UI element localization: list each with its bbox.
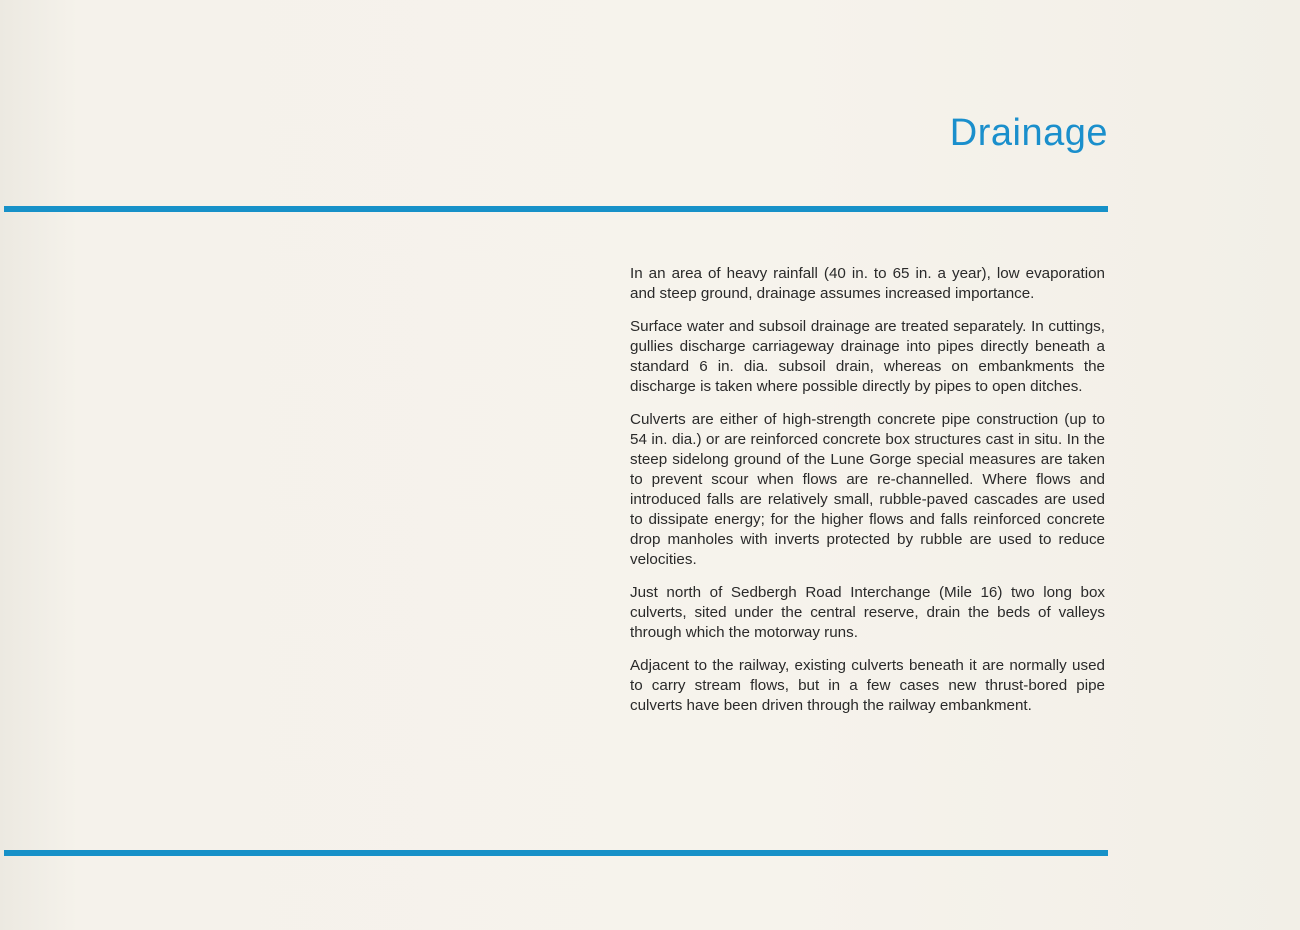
- paragraph-surface-water: Surface water and subsoil drainage are treated separately. In cuttings, gullies discharge carriageway drainage into pipes directly beneath a standard 6 in. dia. subsoil drain, whereas on embankments the discharge is taken where possible directly by pipes to open ditches.: [630, 318, 1105, 395]
- body-text: [630, 264, 1105, 716]
- paragraph-railway: Adjacent to the railway, existing culverts beneath it are normally used to carry stream flows, but in a few cases new thrust-bored pipe culverts have been driven through the railway embankment.: [630, 657, 1105, 714]
- page-title: Drainage: [949, 112, 1108, 154]
- top-divider: [4, 206, 1108, 212]
- paragraph-rainfall: In an area of heavy rainfall (40 in. to 65 in. a year), low evaporation and steep ground, drainage assumes increased importance.: [630, 265, 1105, 302]
- bottom-divider: [4, 850, 1108, 856]
- paragraph-sedbergh: Just north of Sedbergh Road Interchange (Mile 16) two long box culverts, sited under the central reserve, drain the beds of valleys through which the motorway runs.: [630, 584, 1105, 641]
- paragraph-culverts: Culverts are either of high-strength concrete pipe construction (up to 54 in. dia.) or are reinforced concrete box structures cast in situ. In the steep sidelong ground of the Lune Gorge special measures are taken to prevent scour when flows are re-channelled. Where flows and introduced falls are relatively small, rubble-paved cascades are used to dissipate energy; for the higher flows and falls reinforced concrete drop manholes with inverts protected by rubble are used to reduce velocities.: [630, 411, 1105, 568]
